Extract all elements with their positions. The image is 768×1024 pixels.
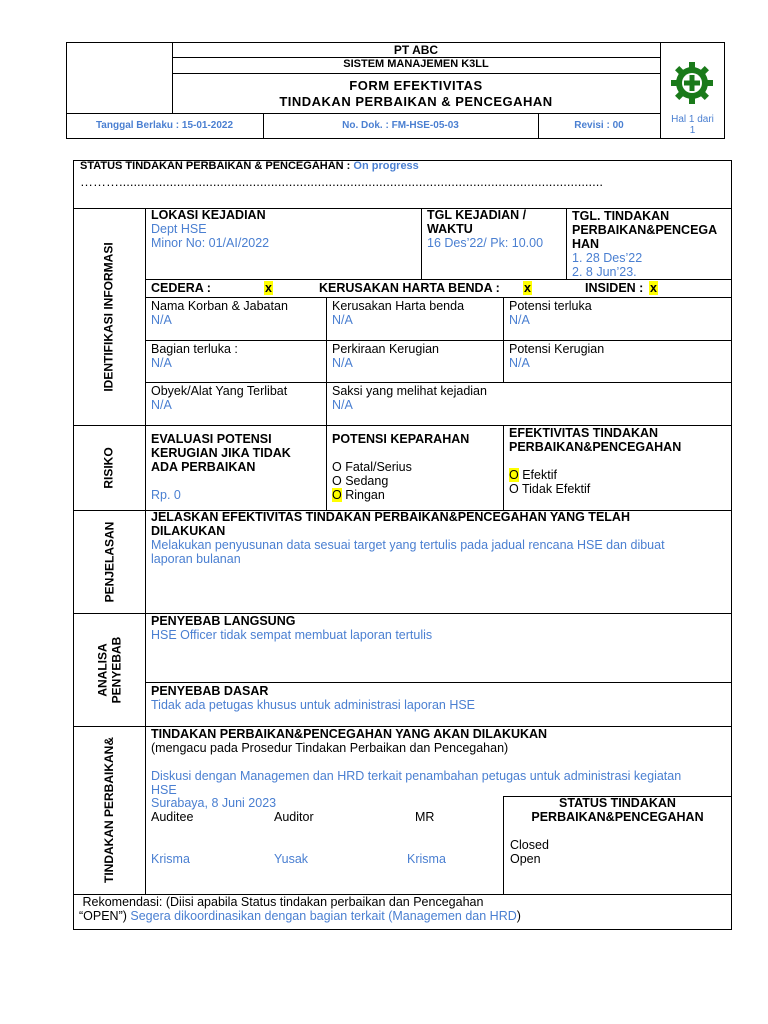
saksi-cell (327, 382, 627, 414)
tindakan-title: TINDAKAN PERBAIKAN&PENCEGAHAN YANG AKAN DILAKUKAN (151, 727, 548, 741)
perkiraan-kerugian-label: Perkiraan Kerugian (332, 342, 440, 356)
status-opt-open[interactable]: Open (510, 852, 541, 866)
tgl-tindakan-value2: 2. 8 Jun’23. (572, 265, 637, 279)
logo (669, 60, 715, 106)
system-name: SISTEM MANAJEMEN K3LL (343, 58, 489, 70)
gear-cross-icon (669, 60, 715, 106)
status-value: On progress (353, 160, 419, 172)
risiko-side (73, 425, 145, 510)
identifikasi-side (73, 208, 145, 425)
rekomendasi-line1: Rekomendasi: (Diisi apabila Status tindakan perbaikan dan Pencegahan (79, 895, 484, 909)
nama-korban-value: N/A (151, 313, 172, 327)
rekomendasi-suffix: ) (516, 909, 521, 923)
tindakan-side-label: TINDAKAN PERBAIKAN& (102, 737, 116, 883)
kerusakan-harta-cell (327, 297, 503, 329)
potensi-terluka-cell (504, 297, 732, 329)
tgl-kejadian-cell (422, 206, 566, 252)
mr-label: MR (415, 810, 435, 824)
tgl-tindakan-cell (567, 207, 732, 281)
auditee-name: Krisma (151, 852, 190, 866)
penjelasan-side (73, 510, 145, 613)
header-divider (172, 73, 660, 74)
penyebab-dasar-cell (146, 682, 731, 714)
penjelasan-text2: laporan bulanan (151, 552, 241, 566)
efektivitas-label1: EFEKTIVITAS TINDAKAN (509, 426, 659, 440)
auditee-label: Auditee (151, 810, 194, 824)
analisa-side-line1: ANALISA (95, 642, 109, 697)
penyebab-dasar-label: PENYEBAB DASAR (151, 684, 269, 698)
penyebab-langsung-label: PENYEBAB LANGSUNG (151, 614, 296, 628)
cedera-mark[interactable]: x (265, 281, 272, 295)
efektivitas-opt-tidak[interactable]: O Tidak Efektif (509, 482, 591, 496)
penyebab-langsung-cell (146, 612, 731, 644)
obyek-alat-label: Obyek/Alat Yang Terlibat (151, 384, 288, 398)
potensi-terluka-value: N/A (509, 313, 530, 327)
bagian-terluka-label: Bagian terluka : (151, 342, 238, 356)
keparahan-label: POTENSI KEPARAHAN (332, 432, 470, 446)
rekomendasi-cell (76, 893, 726, 925)
analisa-side (73, 613, 145, 726)
keparahan-ringan-mark: O (332, 488, 342, 502)
status-label: STATUS TINDAKAN PERBAIKAN & PENCEGAHAN : (80, 160, 351, 172)
tgl-tindakan-value1: 1. 28 Des’22 (572, 251, 643, 265)
kerusakan-harta-value: N/A (332, 313, 353, 327)
penjelasan-cell (146, 508, 731, 568)
header-divider (66, 113, 660, 114)
nama-korban-cell (146, 297, 326, 329)
rekomendasi-value: Segera dikoordinasikan dengan bagian terkait (Managemen dan HRD (130, 909, 517, 923)
analisa-side-line2: PENYEBAB (109, 636, 123, 703)
efektivitas-opt-efektif[interactable] (509, 468, 727, 482)
saksi-label: Saksi yang melihat kejadian (332, 384, 487, 398)
lokasi-value: Dept HSE (151, 222, 207, 236)
tindakan-text2: HSE (151, 783, 177, 797)
penyebab-langsung-value: HSE Officer tidak sempat membuat laporan tertulis (151, 628, 433, 642)
penjelasan-text1: Melakukan penyusunan data sesuai target yang tertulis pada jadual rencana HSE dan dibuat (151, 538, 665, 552)
analisa-side-label (95, 636, 123, 703)
obyek-alat-value: N/A (151, 398, 172, 412)
risiko-side-label: RISIKO (102, 446, 116, 489)
evaluasi-label3: ADA PERBAIKAN (151, 460, 256, 474)
potensi-kerugian-value: N/A (509, 356, 530, 370)
halaman-line1: Hal 1 dari (671, 114, 714, 125)
nama-korban-label: Nama Korban & Jabatan (151, 299, 288, 313)
status-row (80, 159, 720, 173)
tgl-tindakan-label: TGL. TINDAKAN (572, 209, 670, 223)
lokasi-label: LOKASI KEJADIAN (151, 208, 266, 222)
mr-name: Krisma (407, 852, 446, 866)
efektif-label: Efektif (518, 468, 557, 482)
efektivitas-label2: PERBAIKAN&PENCEGAHAN (509, 440, 682, 454)
rekomendasi-prefix: “OPEN”) (79, 909, 131, 923)
tgl-tindakan-label2: PERBAIKAN&PENCEGA (572, 223, 718, 237)
insiden-mark[interactable]: x (650, 281, 657, 295)
status-opt-closed[interactable]: Closed (510, 838, 549, 852)
keparahan-opt-sedang[interactable]: O Sedang (332, 474, 389, 488)
tanggal-berlaku: Tanggal Berlaku : 15-01-2022 (95, 120, 234, 131)
evaluasi-label2: KERUGIAN JIKA TIDAK (151, 446, 291, 460)
revisi: Revisi : 00 (574, 120, 624, 131)
potensi-kerugian-label: Potensi Kerugian (509, 342, 605, 356)
status-dots: ………...................................................................................................................................... (80, 174, 603, 189)
identifikasi-side-label: IDENTIFIKASI INFORMASI (102, 241, 116, 392)
place-date: Surabaya, 8 Juni 2023 (151, 796, 277, 810)
insiden-label: INSIDEN : (585, 281, 644, 295)
tindakan-text1: Diskusi dengan Managemen dan HRD terkait penambahan petugas untuk administrasi kegiatan (151, 769, 682, 783)
auditor-name: Yusak (274, 852, 309, 866)
form-title-line1: FORM EFEKTIVITAS (349, 78, 483, 93)
saksi-value: N/A (332, 398, 353, 412)
efektivitas-cell (504, 424, 732, 498)
evaluasi-label1: EVALUASI POTENSI (151, 432, 272, 446)
lokasi-cell (146, 206, 420, 252)
status-tindakan-label1: STATUS TINDAKAN (559, 796, 676, 810)
lokasi-minor: Minor No: 01/AI/2022 (151, 236, 270, 250)
obyek-alat-cell (146, 382, 326, 414)
kerusakan-label: KERUSAKAN HARTA BENDA : (319, 281, 500, 295)
potensi-kerugian-cell (504, 340, 732, 372)
perkiraan-kerugian-value: N/A (332, 356, 353, 370)
tindakan-side (73, 726, 145, 894)
cedera-label: CEDERA : (151, 281, 211, 295)
penjelasan-side-label: PENJELASAN (102, 521, 116, 602)
company-name: PT ABC (393, 43, 439, 57)
tgl-kejadian-label: TGL KEJADIAN / (427, 208, 527, 222)
tgl-tindakan-label3: HAN (572, 237, 600, 251)
keparahan-cell (327, 430, 503, 504)
tindakan-cell (146, 725, 731, 799)
status-tindakan-label2: PERBAIKAN&PENCEGAHAN (531, 810, 704, 824)
kerusakan-mark[interactable]: x (524, 281, 531, 295)
rekomendasi-line2 (79, 909, 723, 923)
bagian-terluka-cell (146, 340, 326, 372)
perkiraan-kerugian-cell (327, 340, 503, 372)
tgl-kejadian-label2: WAKTU (427, 222, 473, 236)
penjelasan-title2: DILAKUKAN (151, 524, 226, 538)
halaman-line2: 1 (689, 125, 696, 136)
penyebab-dasar-value: Tidak ada petugas khusus untuk administrasi laporan HSE (151, 698, 476, 712)
auditor-label: Auditor (274, 810, 314, 824)
evaluasi-value: Rp. 0 (151, 488, 181, 502)
tindakan-subtitle: (mengacu pada Prosedur Tindakan Perbaikan dan Pencegahan) (151, 741, 509, 755)
keparahan-ringan-label: Ringan (341, 488, 385, 502)
keparahan-opt-fatal[interactable]: O Fatal/Serius (332, 460, 412, 474)
bagian-terluka-value: N/A (151, 356, 172, 370)
form-title-line2: TINDAKAN PERBAIKAN & PENCEGAHAN (279, 94, 553, 109)
nomor-dokumen: No. Dok. : FM-HSE-05-03 (342, 120, 459, 131)
evaluasi-cell (146, 430, 326, 504)
potensi-terluka-label: Potensi terluka (509, 299, 592, 313)
tgl-kejadian-value: 16 Des’22/ Pk: 10.00 (427, 236, 544, 250)
kerusakan-harta-label: Kerusakan Harta benda (332, 299, 465, 313)
efektif-mark: O (509, 468, 519, 482)
keparahan-opt-ringan[interactable] (332, 488, 498, 502)
penjelasan-title1: JELASKAN EFEKTIVITAS TINDAKAN PERBAIKAN&PENCEGAHAN YANG TELAH (151, 510, 630, 524)
